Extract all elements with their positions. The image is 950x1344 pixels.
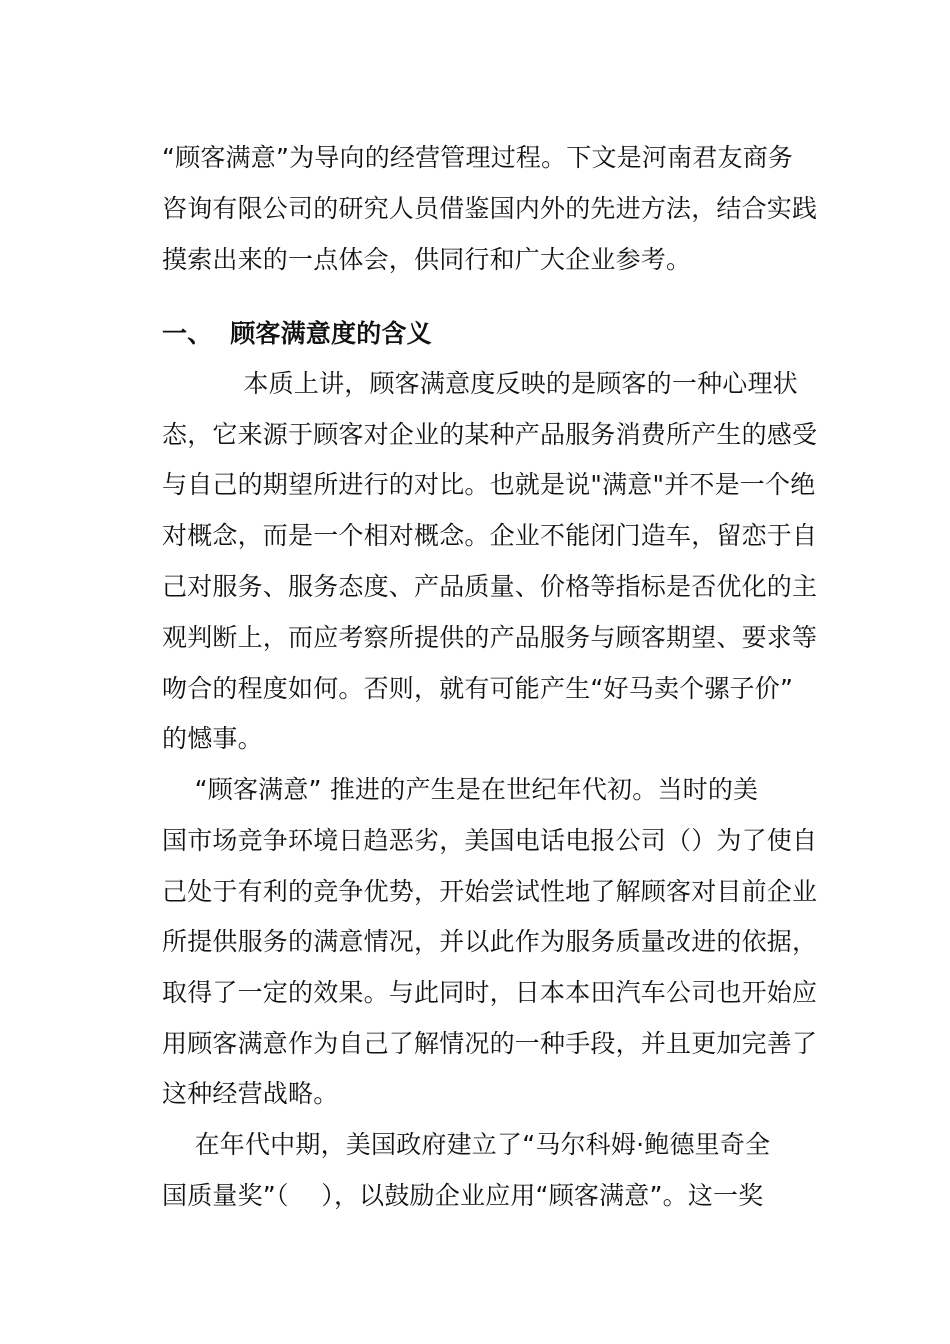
paragraph-2-line-5: 取得了一定的效果。与此同时，日本本田汽车公司也开始应 bbox=[162, 978, 818, 1007]
paragraph-1-line-4: 对概念，而是一个相对概念。企业不能闭门造车，留恋于自 bbox=[162, 521, 818, 550]
intro-line-3: 摸索出来的一点体会，供同行和广大企业参考。 bbox=[162, 245, 692, 274]
paragraph-1-line-6: 观判断上，而应考察所提供的产品服务与顾客期望、要求等 bbox=[162, 623, 818, 652]
paragraph-1-line-7: 吻合的程度如何。否则，就有可能产生“好马卖个骡子价” bbox=[162, 674, 794, 703]
paragraph-1-line-1: 本质上讲，顾客满意度反映的是顾客的一种心理状 bbox=[162, 369, 798, 398]
intro-line-2: 咨询有限公司的研究人员借鉴国内外的先进方法，结合实践 bbox=[162, 194, 818, 223]
paragraph-2-line-4: 所提供服务的满意情况，并以此作为服务质量改进的依据， bbox=[162, 927, 818, 956]
paragraph-2-line-1: “顾客满意” 推进的产生是在世纪年代初。当时的美 bbox=[162, 775, 759, 804]
paragraph-2-line-7: 这种经营战略。 bbox=[162, 1079, 339, 1108]
paragraph-2-line-2: 国市场竞争环境日趋恶劣，美国电话电报公司（）为了使自 bbox=[162, 826, 818, 855]
paragraph-1-line-5: 己对服务、服务态度、产品质量、价格等指标是否优化的主 bbox=[162, 572, 818, 601]
paragraph-1-line-8: 的憾事。 bbox=[162, 724, 263, 753]
paragraph-3-line-1: 在年代中期，美国政府建立了“马尔科姆·鲍德里奇全 bbox=[162, 1130, 771, 1159]
paragraph-1-line-3: 与自己的期望所进行的对比。也就是说"满意"并不是一个绝 bbox=[162, 470, 816, 499]
paragraph-1-line-2: 态，它来源于顾客对企业的某种产品服务消费所产生的感受 bbox=[162, 420, 818, 449]
section-heading: 一、 顾客满意度的含义 bbox=[162, 319, 432, 348]
paragraph-2-line-3: 己处于有利的竞争优势，开始尝试性地了解顾客对目前企业 bbox=[162, 877, 818, 906]
paragraph-3-line-2: 国质量奖”（ ），以鼓励企业应用“顾客满意”。这一奖 bbox=[162, 1181, 764, 1210]
intro-line-1: “顾客满意”为导向的经营管理过程。下文是河南君友商务 bbox=[162, 143, 794, 172]
paragraph-2-line-6: 用顾客满意作为自己了解情况的一种手段，并且更加完善了 bbox=[162, 1029, 818, 1058]
